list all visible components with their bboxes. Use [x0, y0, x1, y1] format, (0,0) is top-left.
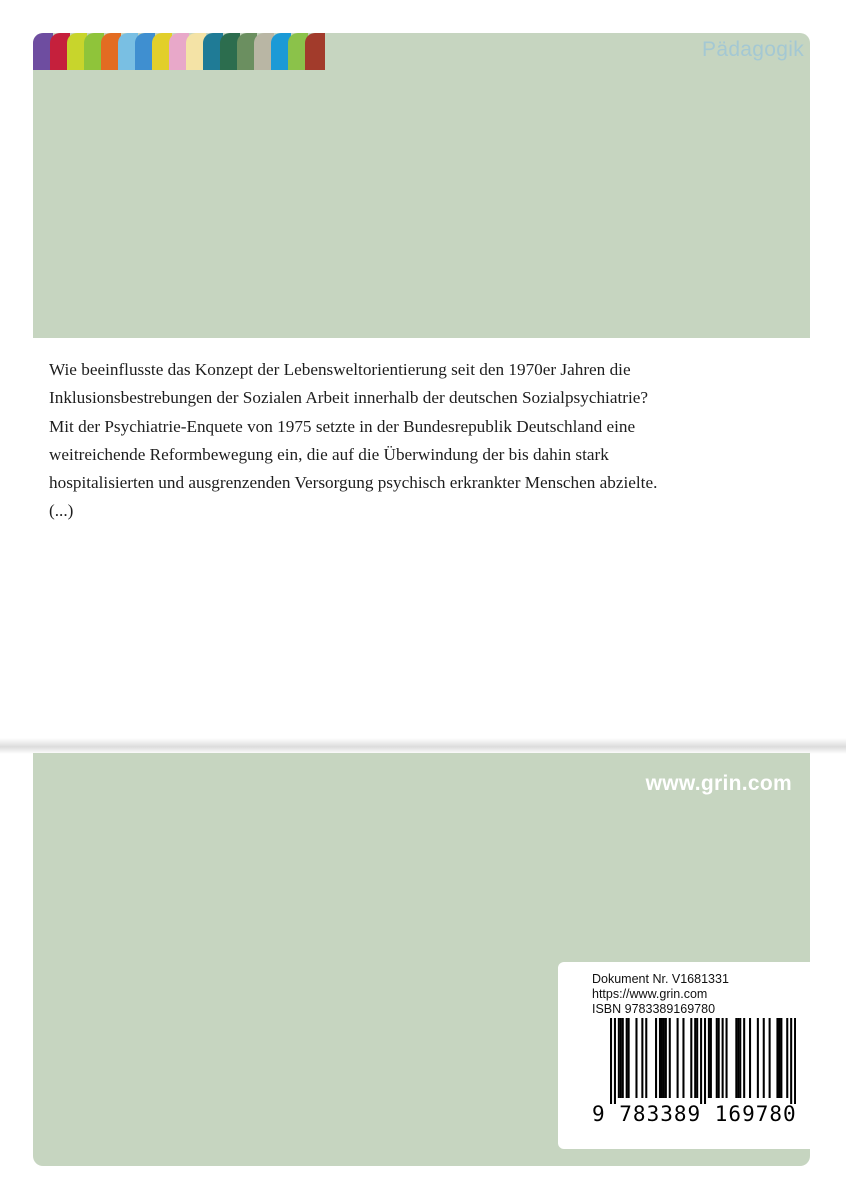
- barcode-bar: [620, 1018, 622, 1098]
- barcode-bar: [786, 1018, 788, 1098]
- barcode-bar: [743, 1018, 745, 1098]
- barcode-bar: [618, 1018, 620, 1098]
- blurb-ellipsis: (...): [49, 501, 74, 521]
- publisher-website[interactable]: www.grin.com: [645, 772, 792, 795]
- barcode-bar: [794, 1018, 796, 1104]
- barcode-image: [610, 1018, 796, 1104]
- barcode-bar: [780, 1018, 782, 1098]
- page-fold-shadow: [0, 738, 846, 754]
- barcode-bar: [696, 1018, 698, 1098]
- barcode-bar: [690, 1018, 692, 1098]
- barcode-bar: [665, 1018, 667, 1098]
- barcode-bar: [700, 1018, 702, 1104]
- barcode-bar: [778, 1018, 780, 1098]
- barcode-bar: [737, 1018, 739, 1098]
- barcode-bar: [641, 1018, 643, 1098]
- barcode-bar: [663, 1018, 665, 1098]
- document-number: Dokument Nr. V1681331: [592, 972, 729, 986]
- barcode-bar: [669, 1018, 671, 1098]
- barcode-bar: [790, 1018, 792, 1104]
- isbn-barcode-digits: 9 783389 169780: [592, 1102, 797, 1126]
- category-label: Pädagogik: [702, 38, 804, 61]
- barcode-bar: [677, 1018, 679, 1098]
- blurb-line: Mit der Psychiatrie-Enquete von 1975 setzte in der Bundesrepublik Deutschland eine: [49, 416, 636, 436]
- isbn-label: ISBN 9783389169780: [592, 1002, 716, 1016]
- barcode-bar: [776, 1018, 778, 1098]
- barcode-bar: [661, 1018, 663, 1098]
- barcode-bar: [635, 1018, 637, 1098]
- blurb-line: hospitalisierten und ausgrenzenden Versorgung psychisch erkrankter Menschen abzielte.: [49, 473, 658, 493]
- barcode-bar: [726, 1018, 728, 1098]
- back-cover-blurb: [49, 356, 809, 526]
- barcode-bar: [710, 1018, 712, 1098]
- barcode-bar: [749, 1018, 751, 1098]
- barcode-bar: [716, 1018, 718, 1098]
- blurb-line: weitreichende Reformbewegung ein, die auf die Überwindung der bis dahin stark: [49, 444, 609, 464]
- blurb-line: Wie beeinflusste das Konzept der Lebensweltorientierung seit den 1970er Jahren die: [49, 360, 631, 379]
- barcode-bar: [722, 1018, 724, 1098]
- barcode-bar: [694, 1018, 696, 1098]
- barcode-bar: [769, 1018, 771, 1098]
- barcode-bar: [708, 1018, 710, 1098]
- barcode-bar: [739, 1018, 741, 1098]
- barcode-box: [558, 962, 810, 1149]
- color-stripe: [305, 33, 325, 70]
- document-url[interactable]: https://www.grin.com: [592, 987, 708, 1001]
- barcode-bar: [704, 1018, 706, 1104]
- color-stripe-band: [33, 33, 333, 70]
- barcode-bar: [626, 1018, 628, 1098]
- barcode-bar: [610, 1018, 612, 1104]
- barcode-bar: [628, 1018, 630, 1098]
- barcode-bar: [659, 1018, 661, 1098]
- barcode-bar: [763, 1018, 765, 1098]
- barcode-bar: [757, 1018, 759, 1098]
- cover-top-panel: [33, 33, 810, 338]
- barcode-bar: [645, 1018, 647, 1098]
- barcode-bar: [614, 1018, 616, 1104]
- barcode-bar: [655, 1018, 657, 1098]
- barcode-bar: [735, 1018, 737, 1098]
- blurb-line: Inklusionsbestrebungen der Sozialen Arbeit innerhalb der deutschen Sozialpsychiatrie?: [49, 388, 648, 408]
- barcode-bar: [718, 1018, 720, 1098]
- barcode-bar: [682, 1018, 684, 1098]
- barcode-bar: [622, 1018, 624, 1098]
